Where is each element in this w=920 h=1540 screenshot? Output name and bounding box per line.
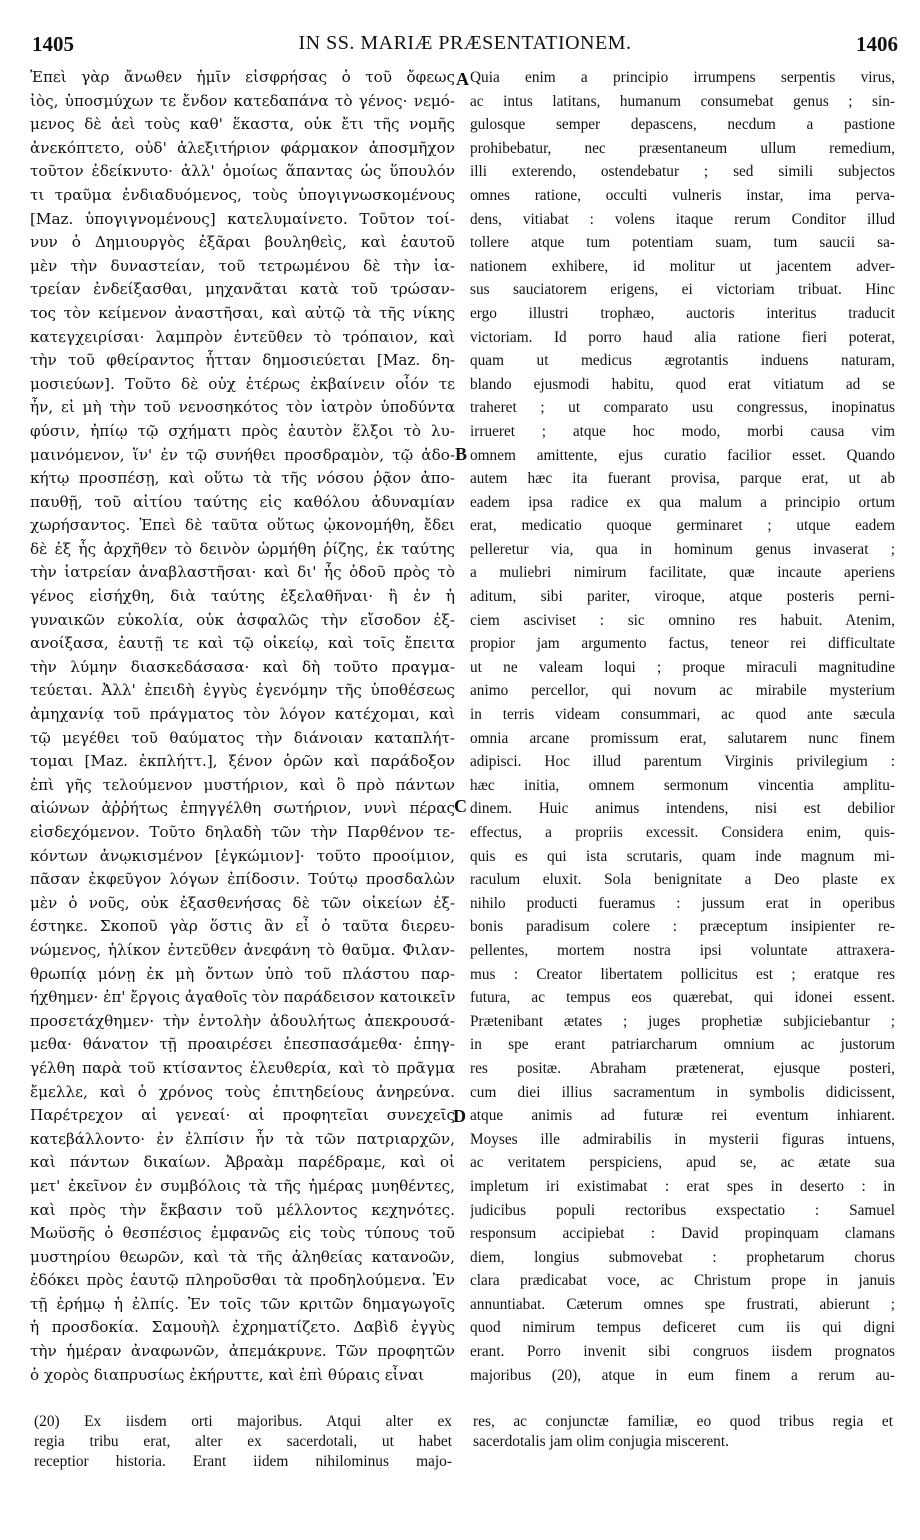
latin-text-line: sus sauciatorem erigens, ei victoriam tribuat. Hinc: [470, 281, 895, 299]
latin-text-line: ergo illustri trophæo, auctoris interitus traducit: [470, 304, 895, 322]
greek-text-line: μετ' ἐκεῖνον ἐν συμβόλοις τὰ τῆς ἡμέρας μυηθέντες,: [30, 1176, 455, 1195]
footnote-line: res, ac conjunctæ familiæ, eo quod tribus regia et: [473, 1413, 893, 1430]
latin-text-line: erant. Porro invenit sibi congruos iisdem prognatos: [470, 1343, 895, 1361]
latin-text-line: pelleretur via, qua in hominum genus invaserat ;: [470, 540, 895, 558]
latin-text-line: erat, medicatio quoque germinaret ; utque eadem: [470, 517, 895, 535]
greek-text-line: ὁ χορὸς διαπρυσίως ἐκήρυττε, καὶ ἐπὶ θύραις εἶναι: [30, 1365, 425, 1384]
greek-text-line: ἦν, εἰ μὴ τὴν τοῦ νενοσηκότος τὸν ἰατρὸν ὑποδύντα: [30, 398, 455, 417]
latin-text-line: Moyses ille admirabilis in mysterii figuras intuens,: [470, 1130, 895, 1148]
greek-text-line: εἰσδεχόμενον. Τοῦτο δηλαδὴ τῶν τὴν Παρθένον τε-: [30, 823, 455, 841]
greek-text-line: καὶ πάντων δικαίων. Ἀβραὰμ παρέδραμε, καὶ οἱ: [30, 1153, 455, 1172]
greek-text-line: Παρέτρεχον αἱ γενεαί· αἱ προφητεῖαι συνεχεῖς: [30, 1106, 455, 1125]
greek-text-line: νυν ὁ Δημιουργὸς ἐξᾶραι βουληθεὶς, καὶ ἑαυτοῦ: [30, 233, 455, 252]
page-header: [32, 32, 898, 66]
latin-text-line: irrueret ; atque hoc modo, morbi causa vim: [470, 422, 895, 440]
latin-text-line: annuntiabat. Cæterum omnes spe frustrati, abierunt ;: [470, 1295, 895, 1313]
latin-text-line: Quia enim a principio irrumpens serpentis virus,: [470, 69, 895, 86]
footnote-right: [473, 1412, 893, 1452]
latin-text-line: victoriam. Id porro haud alia ratione fieri poterat,: [470, 328, 895, 346]
greek-text-line: ἔμελλε, καὶ ὁ χρόνος τοὺς ἐπιτηδείους ἀνηρεύνα.: [30, 1082, 455, 1101]
latin-text-line: nihilo producti fueramus : jussum erat in operibus: [470, 894, 895, 912]
greek-text-line: τοῦτον ἐδείκνυτο· ἀλλ' ὁμοίως ἅπαντας ὡς ὕπουλόν: [30, 162, 455, 181]
latin-text-line: gulosque semper depascens, necdum a pastione: [470, 116, 895, 134]
latin-text-line: clara prædicabat voce, ac Christum prope in januis: [470, 1272, 895, 1290]
latin-text-line: res positæ. Abraham prætenerat, ejusque posteri,: [470, 1059, 895, 1077]
greek-text-line: ανοίξασα, ἑαυτῇ τε καὶ τῷ οἰκείῳ, καὶ τοῖς ἔπειτα: [30, 634, 455, 653]
latin-text-line: mus : Creator libertatem pollicitus est ; eratque res: [470, 965, 895, 983]
greek-text-line: θρωπίᾳ μόνῃ ἐκ μὴ ὄντων ὑπὸ τοῦ πλάστου παρ-: [30, 964, 455, 983]
greek-text-line: καὶ πρὸς τὴν ἔκβασιν τοῦ μέλλοντος κεχηνότες.: [30, 1200, 455, 1219]
latin-text-line: effectus, a propriis excessit. Considera enim, quis-: [470, 824, 895, 841]
greek-text-line: μὲν τὴν δυναστείαν, τοῦ τετρωμένου δὲ τὴν ἰα-: [30, 256, 455, 275]
latin-text-line: blando ejusmodi habitu, quod erat vitiatum ad se: [470, 375, 895, 393]
greek-text-line: μαινόμενον, ἵν' ἐν τῷ συνήθει προσδραμὸν, τῷ ἀδο-: [30, 445, 455, 464]
greek-text-line: τὴν τοῦ φθείραντος ἧτταν δημοσιεύεται [Maz. δη-: [30, 351, 455, 370]
section-marker-a: A: [456, 69, 469, 89]
latin-text-line: dinem. Huic animus intendens, nisi est debilior: [470, 800, 895, 818]
latin-text-line: raculum eluxit. Sola benignitate a Deo plaste ex: [470, 871, 895, 889]
latin-text-line: aditum, sibi pariter, viroque, atque posteris perni-: [470, 588, 895, 606]
greek-text-line: τῷ μεγέθει τοῦ θαύματος τὴν διάνοιαν καταπλήτ-: [30, 728, 455, 747]
latin-text-line: tollere atque tum potentiam suam, tum saucii sa-: [470, 234, 895, 252]
latin-text-line: dens, vitiabat : volens itaque rerum Conditor illud: [470, 210, 895, 228]
latin-text-line: ciem asciviset : sic omnino res habuit. Atenim,: [470, 611, 895, 629]
latin-text-line: futura, ac tempus eos quærebat, qui idonei essent.: [470, 989, 895, 1007]
latin-text-line: majoribus (20), atque in eum finem a rerum au-: [470, 1366, 895, 1384]
latin-text-column: [470, 66, 895, 1387]
section-marker-b: B: [455, 444, 468, 464]
footnote-line: regia tribu erat, alter ex sacerdotali, ut habet: [34, 1433, 452, 1450]
greek-text-line: κόντων ἀνῳκισμένον [ἐγκώμιον]· τοῦτο προοίμιον,: [30, 846, 455, 865]
greek-text-line: τὴν λύμην διασκεδάσασα· καὶ δὴ τοῦτο πραγμα-: [30, 657, 455, 676]
footnote-line: sacerdotalis jam olim conjugia miscerent.: [473, 1433, 730, 1450]
greek-text-line: [Maz. ὑπογιγνομένους] κατελυμαίνετο. Τοῦτον τοί-: [30, 209, 455, 228]
greek-text-line: πᾶσαν ἐκφεῦγον λόγων ἐπίδοσιν. Τούτῳ προσδαλὼν: [30, 870, 455, 889]
greek-text-line: αἰώνων ἀῤῥήτως ἐπηγγέλθη σωτήριον, νυνὶ πέρας: [30, 799, 455, 818]
greek-text-line: τὴν ἰατρείαν ἀναβλαστῆσαι· καὶ δι' ἧς ὁδοῦ πρὸς τὸ: [30, 563, 455, 582]
greek-text-line: ἀμηχανίᾳ τοῦ πράγματος τὸν λόγον κατέχομαι, καὶ: [30, 705, 455, 724]
latin-text-line: ac veritatem perspiciens, apud se, ac ætate sua: [470, 1154, 895, 1172]
latin-text-line: hæc initia, omnem sermonum vincentia amplitu-: [470, 776, 895, 794]
latin-text-line: omnem amittente, ejus curatio facilior esset. Quando: [470, 446, 895, 464]
greek-text-line: τῇ ἐρήμῳ ἡ ἐλπίς. Ἐν τοῖς τῶν κριτῶν δημαγωγοῖς: [30, 1294, 455, 1313]
latin-text-line: impletum iri existimabat : erat spes in deserto : in: [470, 1177, 895, 1195]
greek-text-line: Μωϋσῆς ὁ θεσπέσιος ἐμφανῶς εἰς τοὺς τύπους τοῦ: [30, 1224, 455, 1243]
latin-text-line: in spe erant patriarcharum omnium ac justorum: [470, 1036, 895, 1054]
latin-text-line: Prætenibant ætates ; juges prophetiæ subjiciebantur ;: [470, 1012, 895, 1030]
greek-text-line: μὲν ὁ νοῦς, οὐκ ἐξασθενήσας δὲ τῶν οἰκείων ἐξ-: [30, 893, 455, 912]
page-number-right: 1406: [856, 32, 898, 56]
latin-text-line: ac intus latitans, humanum consumebat genus ; sin-: [470, 92, 895, 110]
greek-text-line: νώμενος, ἡλίκον ἐντεῦθεν ἀνεφάνη τὸ θαῦμα. Φιλαν-: [30, 940, 455, 959]
greek-text-line: Ἐπεὶ γὰρ ἄνωθεν ἡμῖν εἰσφρήσας ὁ τοῦ ὄφεως: [30, 68, 455, 86]
section-marker-c: C: [454, 796, 467, 816]
greek-text-line: ἀνεκόπτετο, οὐδ' ἀλεξιτήριον φάρμακον ἀποσμῆχον: [30, 138, 455, 157]
greek-text-line: τι τραῦμα ἐνδιαδυόμενος, τοὺς ὑπογιγνωσκομένους: [30, 185, 455, 204]
latin-text-line: propior jam argumento factus, teneor rei difficultate: [470, 635, 895, 653]
footnote-left: [34, 1412, 452, 1472]
greek-text-line: τομαι [Maz. ἐκπλήττ.], ξένον ὁρῶν καὶ παράδοξον: [30, 752, 455, 771]
greek-text-line: μυστηρίου θεωρῶν, καὶ τὰ τῆς ἀληθείας κατανοῶν,: [30, 1247, 455, 1266]
greek-text-line: παυθῇ, τοῦ αἰτίου ταύτης εἰς καθόλου ἀδυναμίαν: [30, 492, 455, 511]
footnote-line: receptior historia. Erant iidem nihilominus majo-: [34, 1453, 452, 1470]
latin-text-line: eadem ipsa radice ex qua malum a principio ortum: [470, 493, 895, 511]
greek-text-line: τος τὸν κείμενον ἀναστῆσαι, καὶ αὐτῷ τὰ τῆς νίκης: [30, 303, 455, 322]
latin-text-line: pellentes, mortem nostra ipsi voluntate attraxera-: [470, 941, 895, 959]
greek-text-line: κατεγχειρίσαι· λαμπρὸν ἐντεῦθεν τὸ τρόπαιον, καὶ: [30, 327, 455, 346]
latin-text-line: prohibebatur, nec præsentaneum ullum remedium,: [470, 139, 895, 157]
greek-text-line: προσετάχθημεν· τὴν ἐντολὴν ἀδουλήτως ἀπεκρουσά-: [30, 1011, 455, 1030]
latin-text-line: diem, longius submovebat : prophetarum chorus: [470, 1248, 895, 1266]
greek-text-line: γυναικῶν εὐκολία, οὐκ ἀσφαλῶς τὴν εἴσοδον ἐξ-: [30, 610, 455, 629]
greek-text-line: κατεβάλλοντο· ἐν ἐλπίσιν ἦν τὰ τῶν πατριαρχῶν,: [30, 1129, 455, 1148]
latin-text-line: illi exterendo, ostendebatur ; sed simili subjectos: [470, 163, 895, 181]
greek-text-line: μεθα· θάνατον τῇ προαιρέσει ἐπεσπασάμεθα· ἐπηγ-: [30, 1035, 455, 1054]
latin-text-line: autem hæc ita fuerant provisa, parque erat, ut ab: [470, 470, 895, 488]
greek-text-column: [30, 66, 455, 1387]
greek-text-line: κήτῳ προσπέσῃ, καὶ οὕτω τὰ τῆς νόσου ῥᾷον ἀπο-: [30, 469, 455, 488]
latin-text-line: atque animis ad futuræ rei eventum inhiarent.: [470, 1107, 895, 1125]
greek-text-line: ήχθημεν· ἐπ' ἔργοις ἀγαθοῖς τὸν παράδεισον κατοικεῖν: [30, 988, 455, 1007]
section-marker-d: D: [453, 1106, 466, 1126]
latin-text-line: omnes ratione, occulti vulneris instar, ima perva-: [470, 186, 895, 204]
latin-text-line: animo percellor, qui novum ac mirabile mysterium: [470, 682, 895, 700]
greek-text-line: δὲ ἐξ ἧς ἀρχῆθεν τὸ δεινὸν ὡρμήθη ῥίζης, ἐκ ταύτης: [30, 539, 455, 558]
latin-text-line: a muliebri nimirum facilitate, quæ incaute aperiens: [470, 564, 895, 582]
greek-text-line: γέλθη παρὰ τοῦ κτίσαντος ἐλευθερία, καὶ τὸ πρᾶγμα: [30, 1058, 455, 1077]
latin-text-line: adipisci. Hoc illud parentum Virginis privilegium :: [470, 753, 895, 771]
greek-text-line: ἐπὶ γῆς τελούμενον μυστήριον, καὶ ὃ πρὸ πάντων: [30, 775, 455, 794]
latin-text-line: cum diei illius sacramentum in symbolis didicissent,: [470, 1083, 895, 1101]
page-number-left: 1405: [32, 32, 74, 56]
greek-text-line: έστηκε. Σκοποῦ γὰρ ὅστις ἂν εἶ ὁ ταῦτα διερευ-: [30, 917, 455, 936]
greek-text-line: τεύεται. Ἀλλ' ἐπειδὴ ἐγγὺς ἐγενόμην τῆς ὑποθέσεως: [30, 681, 455, 700]
latin-text-line: judicibus populi rectoribus exspectatio : Samuel: [470, 1201, 895, 1219]
greek-text-line: γένος εἰσήχθη, διὰ ταύτης ἐξελαθῆναι· ἢ ἐν ἡ: [30, 587, 455, 606]
greek-text-line: ἐδόκει πρὸς ἑαυτῷ πληροῦσθαι τὰ προδηλούμενα. Ἐν: [30, 1271, 455, 1290]
running-title: IN SS. MARIÆ PRÆSENTATIONEM.: [298, 32, 632, 54]
greek-text-line: ἰὸς, ὑποσμύχων τε ἔνδον κατεδαπάνα τὸ γένος· νεμό-: [30, 91, 455, 110]
latin-text-line: ut ne valeam loqui ; proque miraculi magnitudine: [470, 658, 895, 676]
latin-text-line: responsum accipiebat : David propinquam clamans: [470, 1225, 895, 1243]
greek-text-line: χωρήσαντος. Ἐπεὶ δὲ ταῦτα οὕτως ᾠκονομήθη, ἔδει: [30, 516, 455, 535]
greek-text-line: τὴν ἡμέραν ἀναφωνῶν, ἀπεμάκρυνε. Τῶν προφητῶν: [30, 1342, 455, 1361]
latin-text-line: quis es qui ista scrutaris, quam inde magnum mi-: [470, 847, 895, 865]
latin-text-line: omnia arcane promissum erat, salutarem nunc finem: [470, 729, 895, 747]
latin-text-line: traheret ; ut comparato usu congressus, inopinatus: [470, 399, 895, 417]
footnote-line: (20) Ex iisdem orti majoribus. Atqui alter ex: [34, 1413, 452, 1430]
latin-text-line: in terris videam consummari, ac quod ante sæcula: [470, 706, 895, 724]
latin-text-line: quam ut medicus ægrotantis induens naturam,: [470, 352, 895, 370]
greek-text-line: τρείαν ἐνδείξασθαι, μηχανᾶται κατὰ τοῦ τρώσαν-: [30, 280, 455, 299]
latin-text-line: quod nimirum tempus deficeret cum iis qui digni: [470, 1319, 895, 1337]
latin-text-line: nationem exhibere, id molitur ut jacentem adver-: [470, 257, 895, 275]
greek-text-line: μενος δὲ ἀεὶ τοὺς καθ' ἕκαστα, οὐκ ἔτι τῆς νομῆς: [30, 115, 455, 134]
greek-text-line: φύσιν, ἠπίῳ τῷ σχήματι πρὸς ἑαυτὸν ἕλξοι τὸ λυ-: [30, 421, 455, 440]
latin-text-line: bonis paradisum colere : præceptum insipienter re-: [470, 918, 895, 936]
greek-text-line: ἡ προσδοκία. Σαμουὴλ ἐχρηματίζετο. Δαβὶδ ἐγγὺς: [30, 1318, 455, 1337]
greek-text-line: μοσιεύων]. Τοῦτο δὲ οὐχ ἑτέρως ἐκβαίνειν οἷόν τε: [30, 374, 455, 393]
